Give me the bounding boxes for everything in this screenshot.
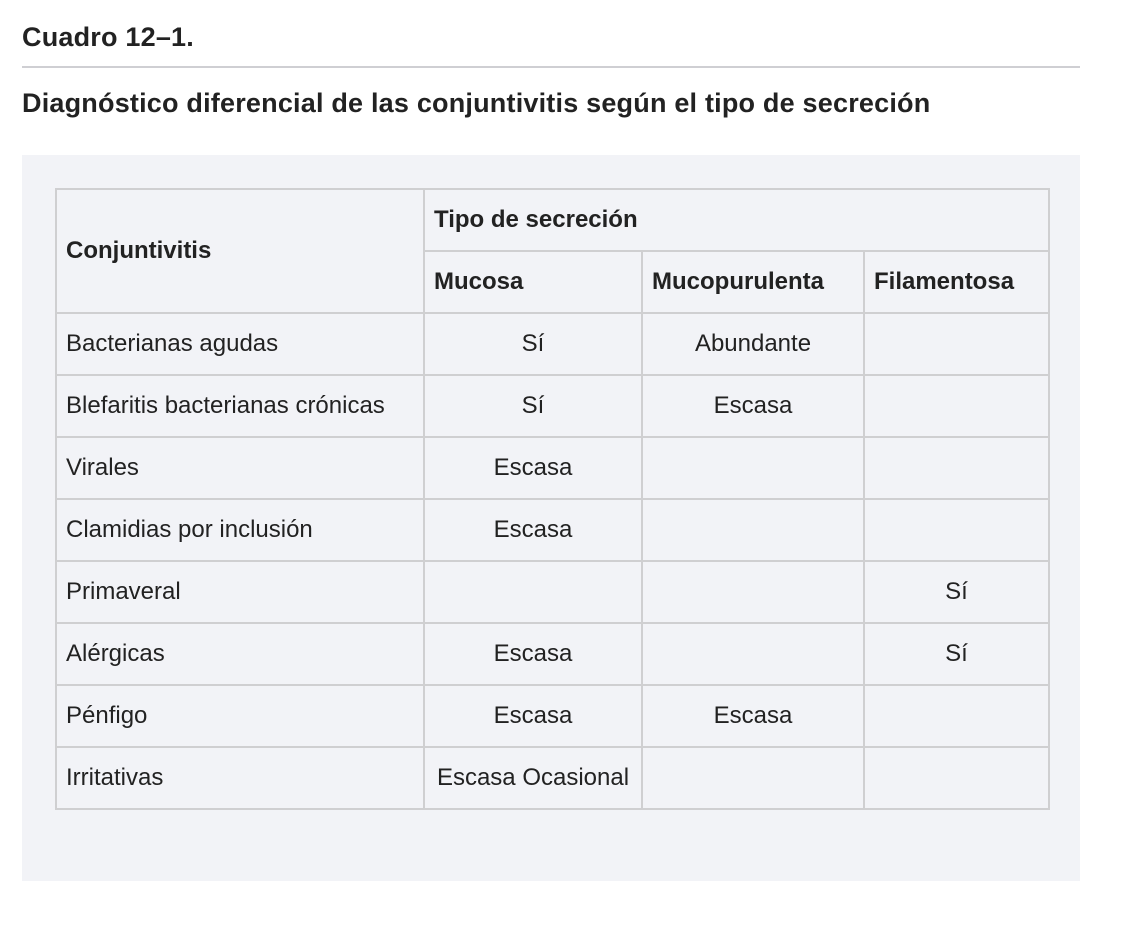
column-header-mucopurulenta: Mucopurulenta [642,251,864,313]
table-row [56,561,1049,623]
cell-filamentosa [864,747,1049,809]
cell-filamentosa: Sí [864,561,1049,623]
table-row [56,623,1049,685]
row-name: Alérgicas [56,623,424,685]
cell-mucosa: Sí [424,375,642,437]
row-name: Primaveral [56,561,424,623]
row-name: Clamidias por inclusión [56,499,424,561]
cell-mucosa: Sí [424,313,642,375]
table-title: Diagnóstico diferencial de las conjuntivitis según el tipo de secreción [22,88,931,118]
cell-mucosa: Escasa [424,437,642,499]
cell-filamentosa [864,685,1049,747]
caption-divider [22,66,1080,68]
cell-mucosa [424,561,642,623]
column-header-mucosa: Mucosa [424,251,642,313]
cell-mucopurulenta [642,747,864,809]
row-header-conjuntivitis: Conjuntivitis [56,189,424,313]
table-row [56,685,1049,747]
row-name: Blefaritis bacterianas crónicas [56,375,424,437]
cell-mucopurulenta: Abundante [642,313,864,375]
cell-mucosa: Escasa Ocasional [424,747,642,809]
cell-mucosa: Escasa [424,623,642,685]
cell-filamentosa [864,375,1049,437]
cell-mucopurulenta [642,437,864,499]
cell-mucopurulenta: Escasa [642,375,864,437]
row-name: Virales [56,437,424,499]
cell-mucopurulenta: Escasa [642,685,864,747]
row-name: Bacterianas agudas [56,313,424,375]
cell-mucopurulenta [642,623,864,685]
secretion-table [55,188,1050,810]
table-panel [22,155,1080,881]
cell-mucosa: Escasa [424,499,642,561]
table-row [56,499,1049,561]
cell-filamentosa [864,437,1049,499]
caption-label: Cuadro 12–1. [22,22,194,52]
row-name: Irritativas [56,747,424,809]
cell-filamentosa [864,499,1049,561]
header-row-group [56,189,1049,251]
row-name: Pénfigo [56,685,424,747]
column-header-filamentosa: Filamentosa [864,251,1049,313]
group-header-secretion-type: Tipo de secreción [424,189,1049,251]
cell-filamentosa: Sí [864,623,1049,685]
cell-mucosa: Escasa [424,685,642,747]
cell-mucopurulenta [642,499,864,561]
table-row [56,437,1049,499]
table-row [56,747,1049,809]
table-row [56,375,1049,437]
table-row [56,313,1049,375]
cell-mucopurulenta [642,561,864,623]
cell-filamentosa [864,313,1049,375]
